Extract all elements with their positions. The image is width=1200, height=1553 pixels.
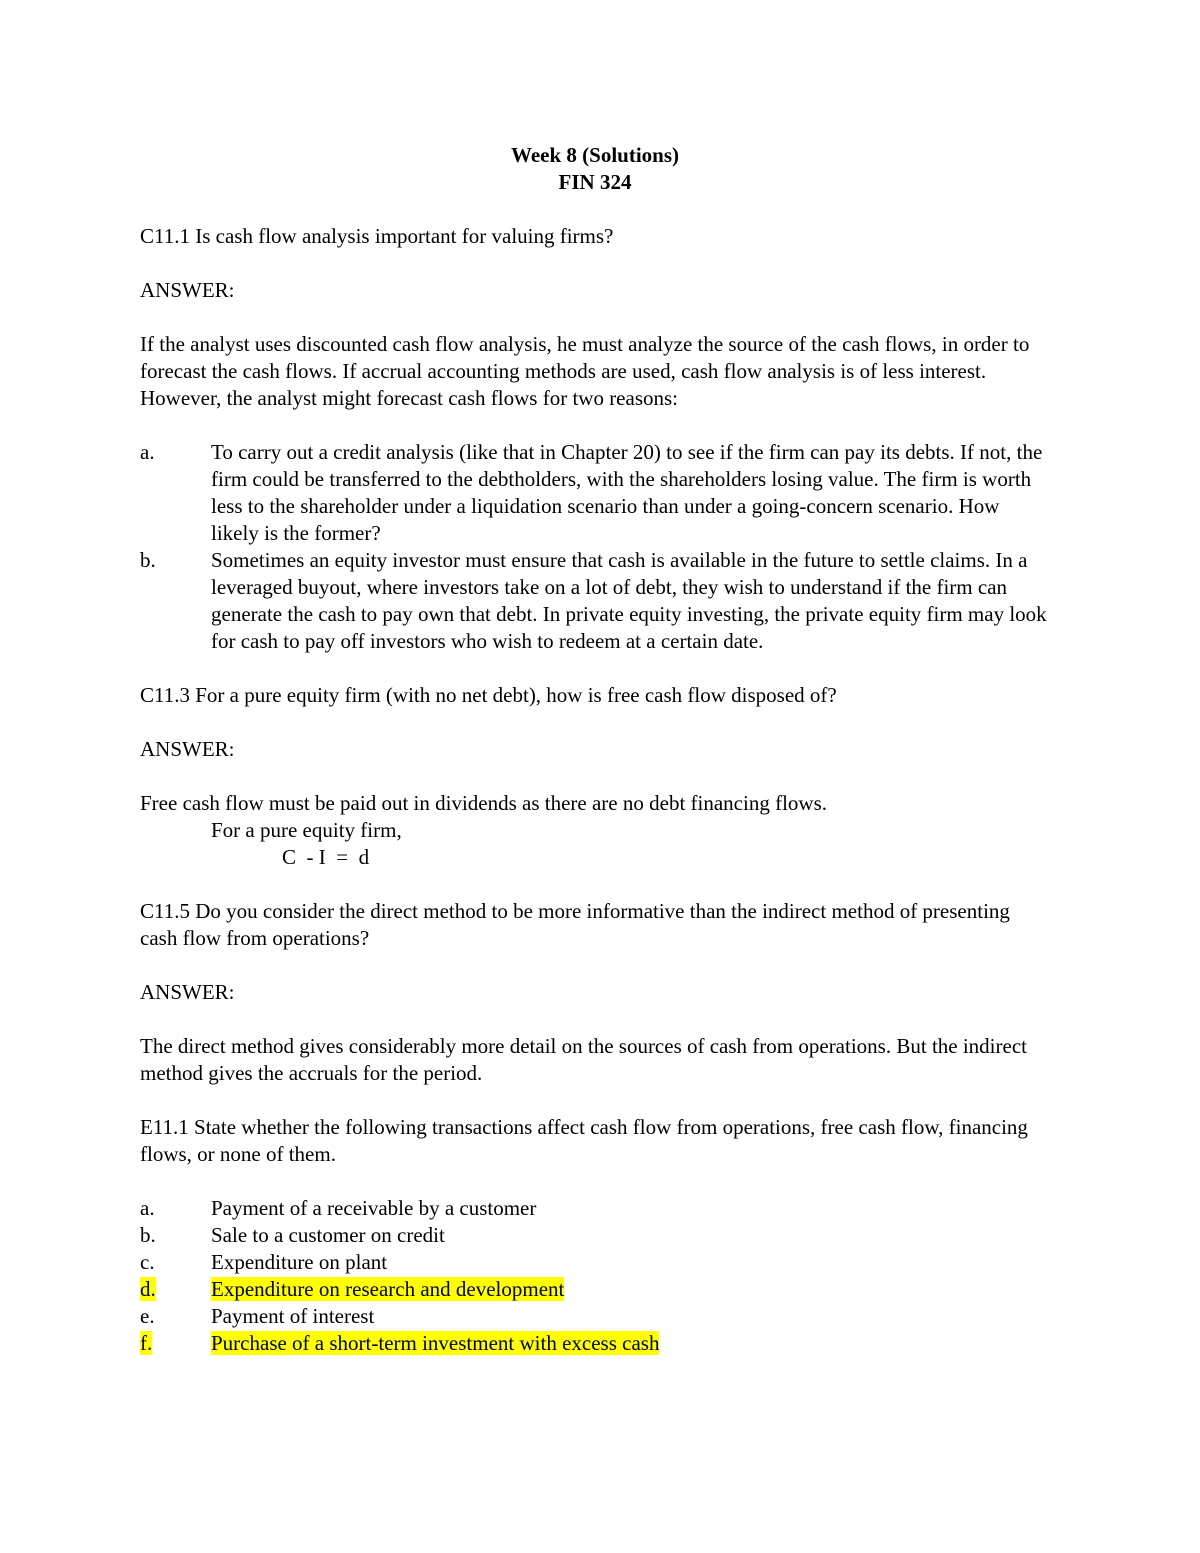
list-item <box>140 1222 1050 1249</box>
answer-text: If the analyst uses discounted cash flow analysis, he must analyze the source of the cash flows, in order to forecast the cash flows. If accrual accounting methods are used, cash flow analysis is of less interest. However, the analyst might forecast cash flows for two reasons: <box>140 332 1030 410</box>
list-item <box>140 1303 1050 1330</box>
transactions-list <box>140 1195 1050 1357</box>
reasons-list <box>140 439 1050 655</box>
list-marker: b. <box>140 1223 156 1247</box>
answer-text: The direct method gives considerably more detail on the sources of cash from operations. But the indirect method gives the accruals for the period. <box>140 1034 1027 1085</box>
document-title: Week 8 (Solutions) <box>510 143 680 167</box>
list-marker: a. <box>140 1196 155 1220</box>
answer-subline: For a pure equity firm, <box>211 818 402 842</box>
list-item-text: To carry out a credit analysis (like that in Chapter 20) to see if the firm can pay its debts. If not, the firm could be transferred to the debtholders, with the shareholders losing value. The firm is worth less to the shareholder under a liquidation scenario than under a going-concern scenario. How likely is the former? <box>211 440 1043 545</box>
list-item-text: Payment of a receivable by a customer <box>211 1196 537 1220</box>
list-item-text: Sale to a customer on credit <box>211 1223 445 1247</box>
list-marker: c. <box>140 1250 155 1274</box>
list-item <box>140 439 1050 547</box>
list-item <box>140 547 1050 655</box>
answer-label: ANSWER: <box>140 980 235 1004</box>
question-c11-1: C11.1 Is cash flow analysis important for valuing firms? <box>140 224 614 248</box>
list-item <box>140 1249 1050 1276</box>
question-c11-5: C11.5 Do you consider the direct method to be more informative than the indirect method of presenting cash flow from operations? <box>140 899 1010 950</box>
answer-label: ANSWER: <box>140 737 235 761</box>
formula: C - I = d <box>282 845 370 869</box>
list-item-highlighted <box>140 1276 1050 1303</box>
list-item <box>140 1195 1050 1222</box>
course-code: FIN 324 <box>558 170 632 194</box>
list-item-text: Expenditure on research and development <box>211 1277 565 1301</box>
exercise-e11-1: E11.1 State whether the following transactions affect cash flow from operations, free cash flow, financing flows, or none of them. <box>140 1115 1028 1166</box>
question-c11-3: C11.3 For a pure equity firm (with no net debt), how is free cash flow disposed of? <box>140 683 837 707</box>
list-item-text: Expenditure on plant <box>211 1250 388 1274</box>
list-item-text: Purchase of a short-term investment with excess cash <box>211 1331 660 1355</box>
list-item-text: Payment of interest <box>211 1304 375 1328</box>
answer-label: ANSWER: <box>140 278 235 302</box>
list-marker: f. <box>140 1331 153 1355</box>
answer-text: Free cash flow must be paid out in dividends as there are no debt financing flows. <box>140 791 827 815</box>
list-marker: d. <box>140 1277 156 1301</box>
list-item-text: Sometimes an equity investor must ensure that cash is available in the future to settle claims. In a leveraged buyout, where investors take on a lot of debt, they wish to understand if the firm can generate the cash to pay own that debt. In private equity investing, the private equity firm may look for cash to pay off investors who wish to redeem at a certain date. <box>211 548 1047 653</box>
list-marker: b. <box>140 548 156 572</box>
document-body <box>140 142 1050 1357</box>
list-marker: a. <box>140 440 155 464</box>
list-item-highlighted <box>140 1330 1050 1357</box>
list-marker: e. <box>140 1304 155 1328</box>
